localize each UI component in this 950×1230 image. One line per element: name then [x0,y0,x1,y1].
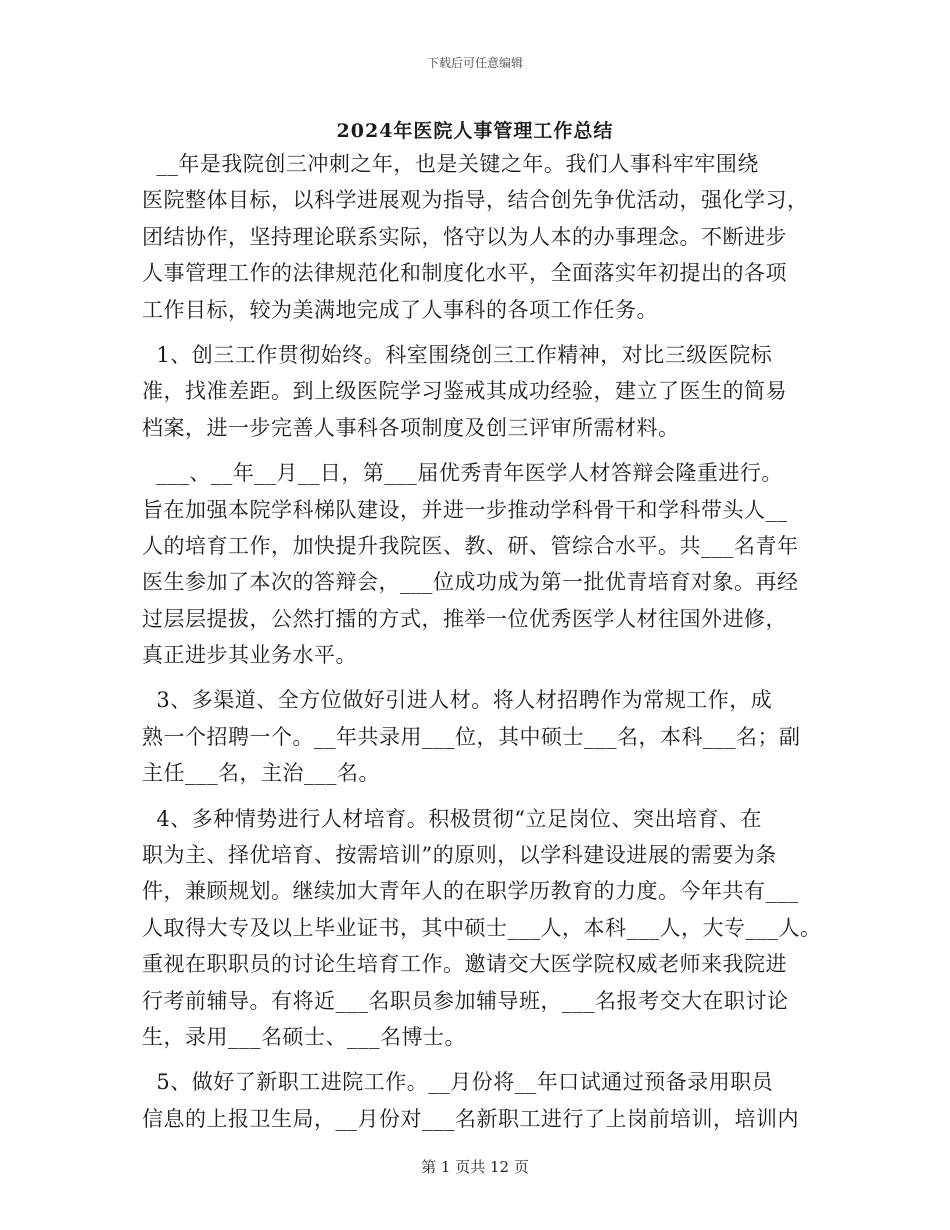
text-line: 团结协作，坚持理论联系实际，恪守以为人本的办事理念。不断进步 [142,224,787,249]
text-line: 生，录用___名硕士、___名博士。 [142,1024,466,1049]
text-line: 主任___名，主治___名。 [142,761,380,786]
text-line: 熟一个招聘一个。__年共录用___位，其中硕士___名，本科___名；副 [142,724,801,749]
paragraph-3 [142,455,808,673]
text-line: ___、__年__月__日，第___届优秀青年医学人材答辩会隆重进行。 [142,461,783,486]
document-title: 2024年医院人事管理工作总结 [336,120,614,142]
document-body [142,146,822,1137]
paragraph-4 [142,682,808,791]
text-line: 过层层提拔，公然打擂的方式，推举一位优秀医学人材往国外进修， [142,606,787,631]
text-line: 人取得大专及以上毕业证书，其中硕士___人，本科___人，大专___人。 [142,915,822,940]
text-line: 1、创三工作贯彻始终。科室围绕创三工作精神，对比三级医院标 [142,342,773,367]
text-line: 医院整体目标，以科学进展观为指导，结合创先争优活动，强化学习， [142,188,809,213]
text-line: 职为主、择优培育、按需培训”的原则，以学科建设进展的需要为条 [142,843,777,868]
text-line: 4、多种情势进行人材培育。积极贯彻“立足岗位、突出培育、在 [142,806,762,831]
text-line: 工作目标，较为美满地完成了人事科的各项工作任务。 [142,297,658,322]
text-line: 旨在加强本院学科梯队建设，并进一步推动学科骨干和学科带头人__ [142,497,788,522]
paragraph-1 [142,146,808,328]
text-line: 行考前辅导。有将近___名职员参加辅导班，___名报考交大在职讨论 [142,988,789,1013]
text-line: 重视在职职员的讨论生培育工作。邀请交大医学院权威老师来我院进 [142,952,787,977]
text-line: 3、多渠道、全方位做好引进人材。将人材招聘作为常规工作，成 [142,688,773,713]
text-line: 人的培育工作，加快提升我院医、教、研、管综合水平。共___名青年 [142,533,799,558]
text-line: 5、做好了新职工进院工作。__月份将__年口试通过预备录用职员 [142,1070,774,1095]
text-line: __年是我院创三冲刺之年，也是关键之年。我们人事科牢牢围绕 [142,152,759,176]
text-line: 人事管理工作的法律规范化和制度化水平，全面落实年初提出的各项 [142,261,787,286]
text-line: 医生参加了本次的答辩会，___位成功成为第一批优青培育对象。再经 [142,570,799,595]
header-note: 下载后可任意编辑 [426,56,523,70]
text-line: 真正进步其业务水平。 [142,643,357,668]
text-line: 件，兼顾规划。继续加大青年人的在职学历教育的力度。今年共有___ [142,879,799,904]
text-line: 准，找准差距。到上级医院学习鉴戒其成功经验，建立了医生的简易 [142,379,787,404]
page-footer: 第 1 页共 12 页 [421,1158,529,1176]
paragraph-5 [142,801,822,1056]
text-line: 档案，进一步完善人事科各项制度及创三评审所需材料。 [142,415,680,440]
paragraph-2 [142,337,808,446]
text-line: 信息的上报卫生局，__月份对___名新职工进行了上岗前培训，培训内 [142,1106,799,1131]
paragraph-6 [142,1064,808,1137]
